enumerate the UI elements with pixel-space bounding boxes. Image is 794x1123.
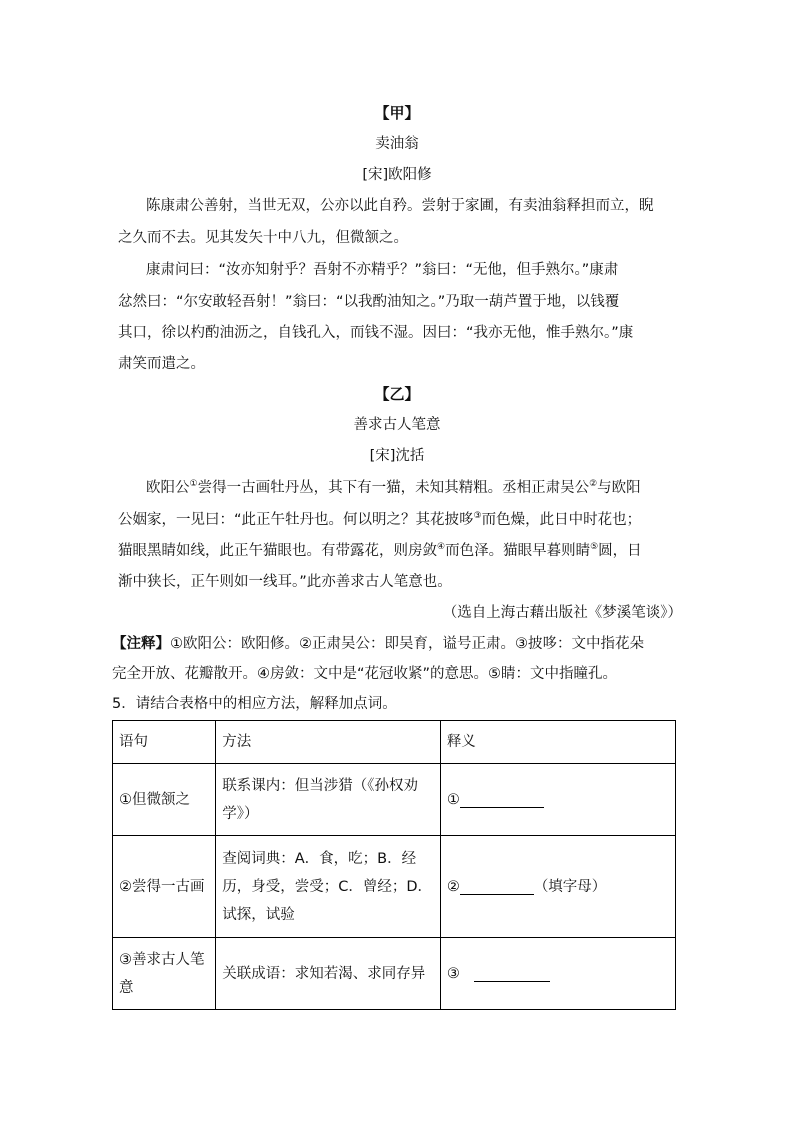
method-cell: 关联成语：求知若渴、求同存异 <box>216 938 441 1010</box>
footnote-mark: ② <box>589 479 598 490</box>
footnote-mark: ④ <box>437 542 446 553</box>
footnote-mark: ③ <box>473 511 482 522</box>
source-citation: （选自上海古藉出版社《梦溪笔谈》） <box>442 605 682 621</box>
answer-blank[interactable] <box>460 878 534 895</box>
section-tag-yi: 【乙】 <box>374 385 420 403</box>
table-header-row <box>113 721 676 764</box>
notes-line-1 <box>112 634 644 654</box>
answer-table <box>112 720 676 1010</box>
answer-cell <box>440 764 675 836</box>
notes-text: ①欧阳公：欧阳修。②正肃吴公：即吴育，谥号正肃。③披哆：文中指花朵 <box>170 636 644 652</box>
jia-line-6: 肃笑而遣之。 <box>118 356 205 372</box>
yi-text: 与欧阳 <box>597 480 641 496</box>
sentence-cell: ①但微颔之 <box>113 764 216 836</box>
jia-line-4: 忿然曰：“尔安敢轻吾射！”翁曰：“以我酌油知之。”乃取一葫芦置于地，以钱覆 <box>118 294 620 310</box>
sentence-cell: ③善求古人笔意 <box>113 938 216 1010</box>
method-cell: 查阅词典：A．食，吃；B．经历，身受，尝受；C．曾经；D．试探，试验 <box>216 836 441 938</box>
yi-text: 欧阳公 <box>146 480 190 496</box>
table-row <box>113 764 676 836</box>
method-cell: 联系课内：但当涉猎（《孙权劝学》） <box>216 764 441 836</box>
author-yi: [宋]沈括 <box>369 448 425 464</box>
answer-number: ③ <box>446 965 460 982</box>
table-row <box>113 836 676 938</box>
footnote-mark: ⑤ <box>590 542 599 553</box>
jia-line-5: 其口，徐以杓酌油沥之，自钱孔入，而钱不湿。因曰：“我亦无他，惟手熟尔。”康 <box>118 325 634 341</box>
yi-text: 而色燥，此日中时花也； <box>481 512 642 528</box>
yi-text: 圆，日 <box>598 543 642 559</box>
table-row <box>113 938 676 1010</box>
jia-line-3: 康肃问曰：“汝亦知射乎？吾射不亦精乎？”翁曰：“无他，但手熟尔。”康肃 <box>146 262 619 278</box>
section-tag-jia: 【甲】 <box>374 104 420 122</box>
notes-line-2: 完全开放、花瓣散开。④房敛：文中是“花冠收紧”的意思。⑤睛：文中指瞳孔。 <box>112 666 618 682</box>
author-jia: [宋]欧阳修 <box>362 167 432 183</box>
title-jia: 卖油翁 <box>375 136 419 152</box>
yi-text: 而色泽。猫眼早暮则睛 <box>445 543 591 559</box>
answer-blank[interactable] <box>460 791 544 808</box>
answer-number: ① <box>446 791 460 808</box>
table-header: 方法 <box>216 721 441 764</box>
jia-line-2: 之久而不去。见其发矢十中八九，但微颔之。 <box>118 230 408 246</box>
yi-line-2 <box>118 510 641 530</box>
table-header: 语句 <box>113 721 216 764</box>
question-text: 5．请结合表格中的相应方法，解释加点词。 <box>112 696 397 712</box>
answer-cell <box>440 836 675 938</box>
yi-text: 猫眼黑睛如线，此正午猫眼也。有带露花，则房敛 <box>118 543 437 559</box>
answer-number: ② <box>446 878 460 895</box>
notes-label: 【注释】 <box>112 636 170 652</box>
yi-text: 公姻家，一见曰：“此正午牡丹也。何以明之？其花披哆 <box>118 512 474 528</box>
answer-hint: （填字母） <box>533 878 607 895</box>
jia-line-1: 陈康肃公善射，当世无双，公亦以此自矜。尝射于家圃，有卖油翁释担而立，睨 <box>146 198 654 214</box>
answer-cell <box>440 938 675 1010</box>
yi-text: 尝得一古画牡丹丛，其下有一猫，未知其精粗。丞相正肃吴公 <box>197 480 590 496</box>
table-header: 释义 <box>440 721 675 764</box>
title-yi: 善求古人笔意 <box>353 417 441 433</box>
sentence-cell: ②尝得一古画 <box>113 836 216 938</box>
yi-line-1 <box>146 478 641 498</box>
yi-line-3 <box>118 541 642 561</box>
yi-line-4: 渐中狭长，正午则如一线耳。”此亦善求古人笔意也。 <box>118 574 452 590</box>
footnote-mark: ① <box>189 479 198 490</box>
answer-blank[interactable] <box>474 965 550 982</box>
